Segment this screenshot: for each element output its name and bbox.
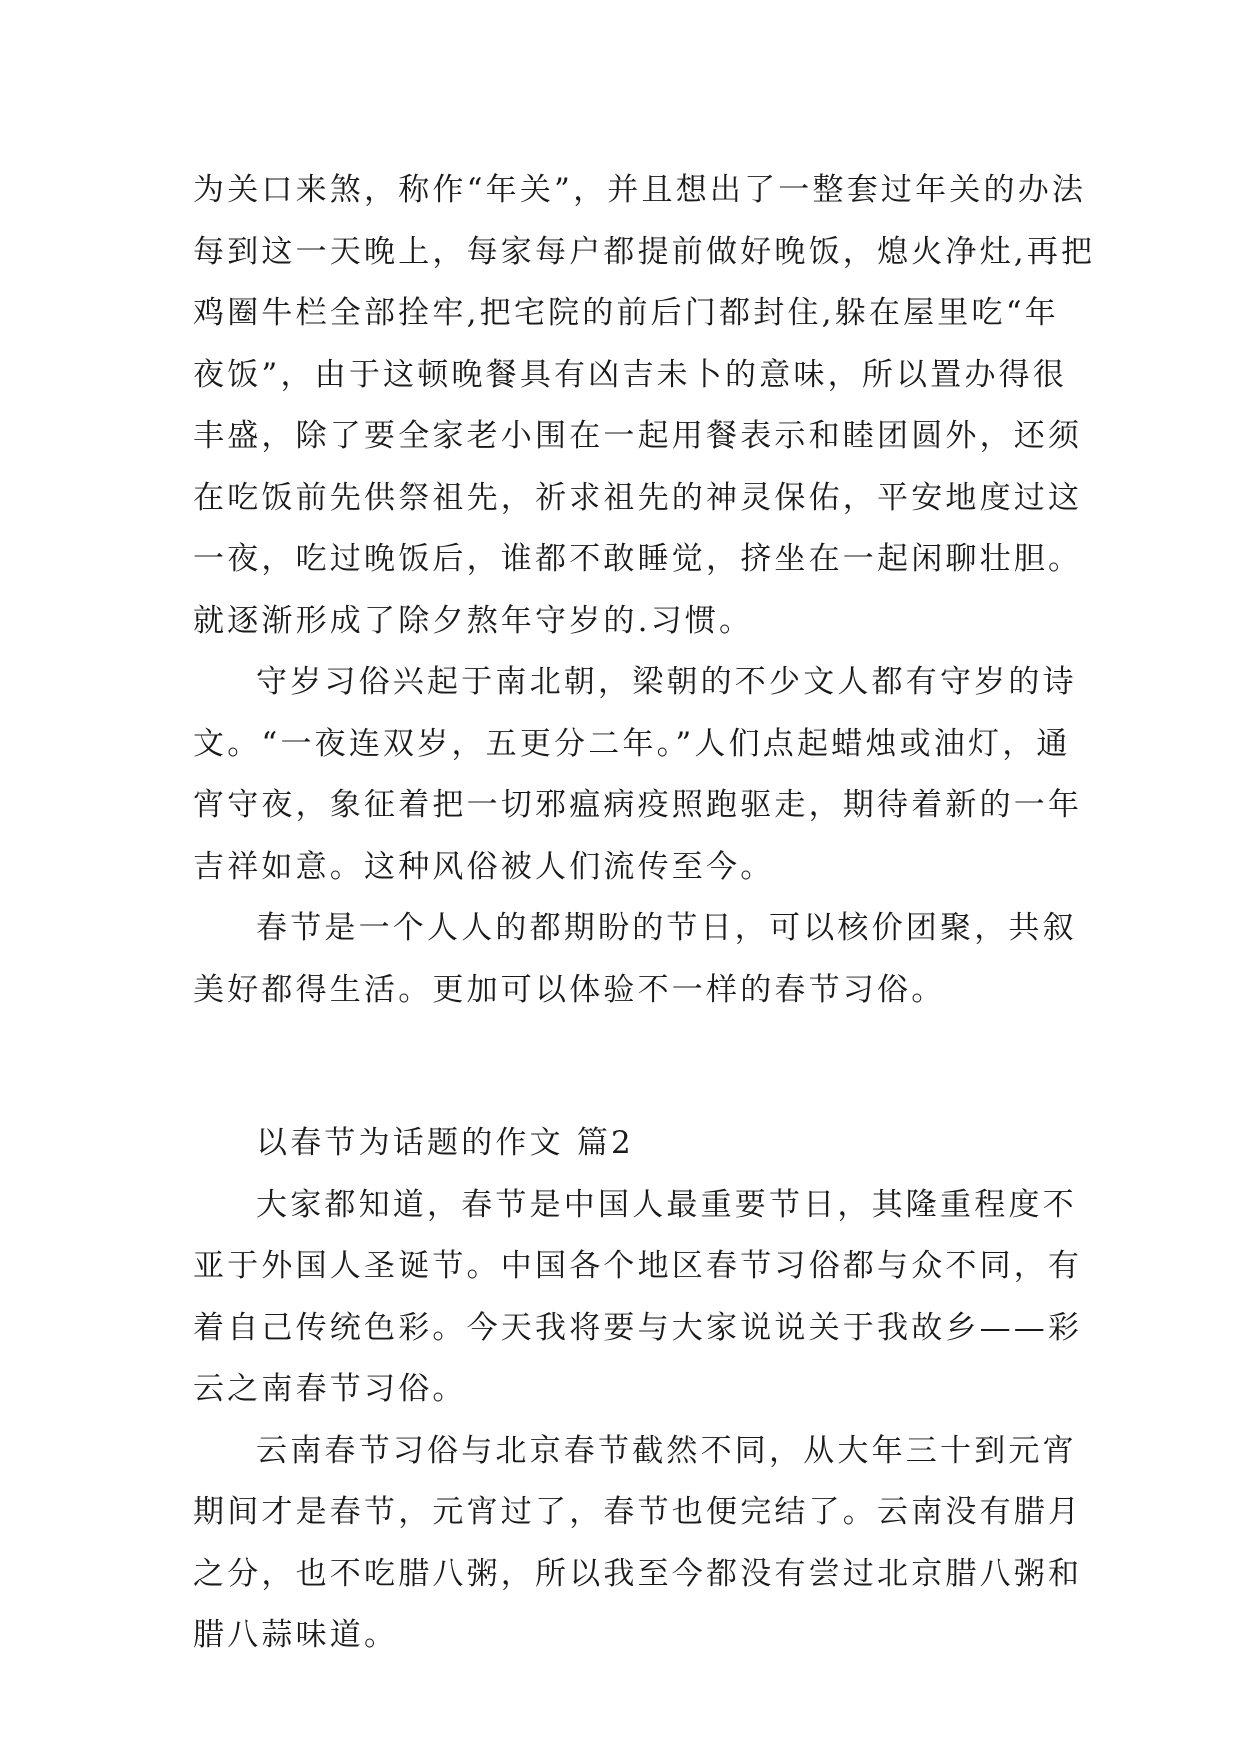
text-line: 美好都得生活。更加可以体验不一样的春节习俗。 (193, 971, 946, 1008)
text-line: 之分，也不吃腊八粥，所以我至今都没有尝过北京腊八粥和 (193, 1555, 1083, 1592)
text-line: 文。“一夜连双岁，五更分二年。”人们点起蜡烛或油灯，通 (193, 725, 1071, 762)
document-body (193, 160, 1096, 1667)
section-heading: 以春节为话题的作文 篇2 (256, 1125, 634, 1161)
text-line: 丰盛，除了要全家老小围在一起用餐表示和睦团圆外，还须 (193, 418, 1083, 454)
text-line: 腊八蒜味道。 (193, 1617, 399, 1653)
text-line: 云之南春节习俗。 (193, 1371, 467, 1407)
text-line: 就逐渐形成了除夕熬年守岁的.习惯。 (193, 602, 754, 639)
text-line: 守岁习俗兴起于南北朝，梁朝的不少文人都有守岁的诗 (256, 664, 1077, 700)
section-gap (193, 1021, 1053, 1113)
text-line: 着自己传统色彩。今天我将要与大家说说关于我故乡——彩 (193, 1309, 1083, 1346)
text-line: 春节是一个人人的都期盼的节日，可以核价团聚，共叙 (256, 910, 1077, 946)
text-line: 每到这一天晚上，每家每户都提前做好晚饭，熄火净灶,再把 (193, 233, 1096, 270)
text-line: 吉祥如意。这种风俗被人们流传至今。 (193, 848, 775, 885)
text-line: 大家都知道，春节是中国人最重要节日，其隆重程度不 (256, 1186, 1077, 1223)
text-line: 为关口来煞，称作“年关”，并且想出了一整套过年关的办法 (193, 172, 1087, 208)
text-line: 亚于外国人圣诞节。中国各个地区春节习俗都与众不同，有 (193, 1248, 1083, 1284)
text-line: 夜饭”，由于这顿晚餐具有凶吉未卜的意味，所以置办得很 (193, 356, 1068, 393)
text-line: 宵守夜，象征着把一切邪瘟病疫照跑驱走，期待着新的一年 (193, 787, 1083, 823)
text-line: 鸡圈牛栏全部拴牢,把宅院的前后门都封住,躲在屋里吃“年 (193, 295, 1059, 331)
text-line: 一夜，吃过晚饭后，谁都不敢睡觉，挤坐在一起闲聊壮胆。 (193, 541, 1083, 577)
text-line: 在吃饭前先供祭祖先，祈求祖先的神灵保佑，平安地度过这 (193, 479, 1083, 516)
text-line: 云南春节习俗与北京春节截然不同，从大年三十到元宵 (256, 1432, 1077, 1469)
text-line: 期间才是春节，元宵过了，春节也便完结了。云南没有腊月 (193, 1494, 1083, 1530)
